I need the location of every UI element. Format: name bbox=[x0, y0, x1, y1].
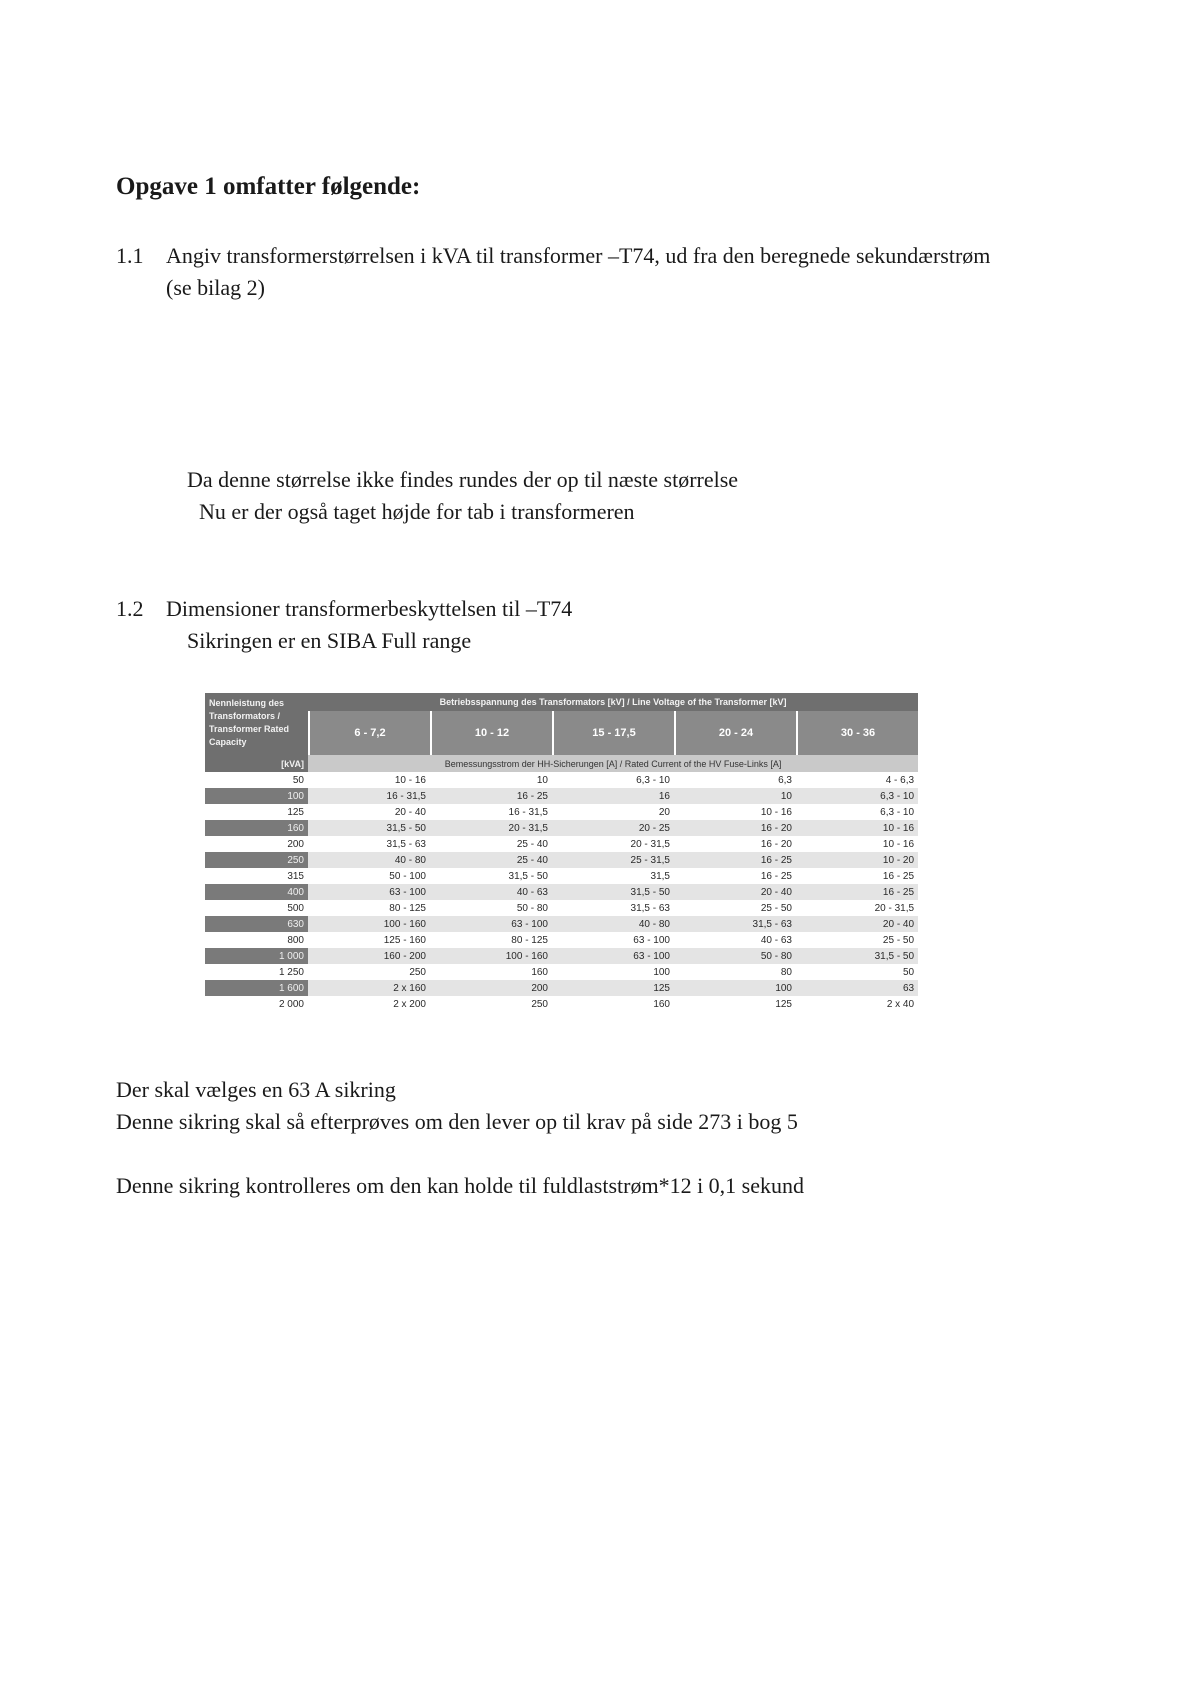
kva-cell: 400 bbox=[205, 884, 308, 900]
fuse-current-cell: 20 - 40 bbox=[308, 804, 430, 820]
fuse-current-cell: 16 - 31,5 bbox=[308, 788, 430, 804]
fuse-current-cell: 20 - 40 bbox=[674, 884, 796, 900]
kva-cell: 100 bbox=[205, 788, 308, 804]
fuse-current-cell: 16 - 25 bbox=[674, 868, 796, 884]
fuse-current-cell: 6,3 - 10 bbox=[552, 772, 674, 788]
fuse-current-cell: 16 - 25 bbox=[796, 868, 918, 884]
fuse-current-cell: 25 - 40 bbox=[430, 836, 552, 852]
fuse-current-cell: 10 - 16 bbox=[796, 836, 918, 852]
fuse-current-cell: 80 - 125 bbox=[308, 900, 430, 916]
fuse-current-cell: 31,5 bbox=[552, 868, 674, 884]
question-number: 1.2 bbox=[116, 596, 144, 621]
fuse-current-cell: 50 - 80 bbox=[430, 900, 552, 916]
fuse-current-cell: 2 x 40 bbox=[796, 996, 918, 1012]
fuse-current-cell: 40 - 80 bbox=[308, 852, 430, 868]
table-row bbox=[205, 996, 918, 1012]
table-row bbox=[205, 900, 918, 916]
fuse-current-cell: 160 bbox=[552, 996, 674, 1012]
kva-cell: 1 000 bbox=[205, 948, 308, 964]
fuse-current-cell: 100 - 160 bbox=[430, 948, 552, 964]
fuse-current-cell: 80 bbox=[674, 964, 796, 980]
fuse-current-cell: 10 - 16 bbox=[674, 804, 796, 820]
voltage-header: Betriebsspannung des Transformators [kV] / Line Voltage of the Transformer [kV] bbox=[308, 693, 918, 711]
fuse-current-cell: 200 bbox=[430, 980, 552, 996]
answer-fuse-choice: Der skal vælges en 63 A sikring bbox=[116, 1077, 396, 1102]
fuse-current-cell: 20 - 25 bbox=[552, 820, 674, 836]
fuse-selection-table bbox=[205, 693, 918, 1012]
voltage-range-header: 10 - 12 bbox=[430, 711, 552, 755]
fuse-current-cell: 80 - 125 bbox=[430, 932, 552, 948]
fuse-current-cell: 16 - 25 bbox=[796, 884, 918, 900]
fuse-current-cell: 25 - 50 bbox=[674, 900, 796, 916]
fuse-current-cell: 16 - 20 bbox=[674, 820, 796, 836]
fuse-current-cell: 50 - 100 bbox=[308, 868, 430, 884]
kva-cell: 1 600 bbox=[205, 980, 308, 996]
fuse-current-cell: 20 - 31,5 bbox=[430, 820, 552, 836]
table-row bbox=[205, 980, 918, 996]
kva-cell: 500 bbox=[205, 900, 308, 916]
kva-cell: 125 bbox=[205, 804, 308, 820]
question-1-2 bbox=[116, 593, 572, 625]
fuse-current-cell: 20 - 40 bbox=[796, 916, 918, 932]
fuse-current-cell: 125 - 160 bbox=[308, 932, 430, 948]
voltage-range-header: 6 - 7,2 bbox=[308, 711, 430, 755]
fuse-current-cell: 16 - 25 bbox=[674, 852, 796, 868]
fuse-current-cell: 10 - 16 bbox=[796, 820, 918, 836]
fuse-current-cell: 25 - 40 bbox=[430, 852, 552, 868]
fuse-current-cell: 63 - 100 bbox=[308, 884, 430, 900]
question-number: 1.1 bbox=[116, 243, 144, 268]
fuse-current-cell: 100 - 160 bbox=[308, 916, 430, 932]
fuse-current-cell: 6,3 bbox=[674, 772, 796, 788]
fuse-current-cell: 25 - 50 bbox=[796, 932, 918, 948]
voltage-range-header: 20 - 24 bbox=[674, 711, 796, 755]
kva-cell: 1 250 bbox=[205, 964, 308, 980]
table-row bbox=[205, 964, 918, 980]
fuse-current-cell: 4 - 6,3 bbox=[796, 772, 918, 788]
fuse-current-cell: 160 bbox=[430, 964, 552, 980]
table-row bbox=[205, 884, 918, 900]
rated-current-header: Bemessungsstrom der HH-Sicherungen [A] / Rated Current of the HV Fuse-Links [A] bbox=[308, 755, 918, 772]
fuse-current-cell: 125 bbox=[674, 996, 796, 1012]
fuse-current-cell: 31,5 - 50 bbox=[552, 884, 674, 900]
question-1-1-reference: (se bilag 2) bbox=[166, 275, 265, 300]
kva-cell: 50 bbox=[205, 772, 308, 788]
fuse-current-cell: 31,5 - 50 bbox=[430, 868, 552, 884]
page-heading: Opgave 1 omfatter følgende: bbox=[116, 173, 421, 200]
table-row bbox=[205, 788, 918, 804]
table-row bbox=[205, 948, 918, 964]
kva-cell: 250 bbox=[205, 852, 308, 868]
fuse-current-cell: 10 - 20 bbox=[796, 852, 918, 868]
fuse-current-cell: 100 bbox=[674, 980, 796, 996]
kva-cell: 2 000 bbox=[205, 996, 308, 1012]
fuse-current-cell: 10 bbox=[430, 772, 552, 788]
table-row bbox=[205, 868, 918, 884]
table-row bbox=[205, 804, 918, 820]
kva-cell: 630 bbox=[205, 916, 308, 932]
table-body bbox=[205, 772, 918, 1012]
fuse-current-cell: 50 bbox=[796, 964, 918, 980]
note-round-up: Da denne størrelse ikke findes rundes der op til næste størrelse bbox=[187, 467, 739, 492]
fuse-current-cell: 20 - 31,5 bbox=[552, 836, 674, 852]
fuse-current-cell: 100 bbox=[552, 964, 674, 980]
question-text: Angiv transformerstørrelsen i kVA til transformer –T74, ud fra den beregnede sekundærstrøm bbox=[166, 243, 991, 268]
fuse-current-cell: 20 bbox=[552, 804, 674, 820]
fuse-current-cell: 16 - 31,5 bbox=[430, 804, 552, 820]
fuse-current-cell: 63 bbox=[796, 980, 918, 996]
answer-check: Denne sikring kontrolleres om den kan holde til fuldlaststrøm*12 i 0,1 sekund bbox=[116, 1173, 805, 1198]
question-text: Dimensioner transformerbeskyttelsen til –T74 bbox=[166, 596, 573, 621]
table-row bbox=[205, 836, 918, 852]
fuse-current-cell: 125 bbox=[552, 980, 674, 996]
note-losses: Nu er der også taget højde for tab i transformeren bbox=[199, 499, 635, 524]
fuse-current-cell: 63 - 100 bbox=[552, 948, 674, 964]
fuse-current-cell: 160 - 200 bbox=[308, 948, 430, 964]
table-row bbox=[205, 852, 918, 868]
fuse-current-cell: 31,5 - 63 bbox=[674, 916, 796, 932]
fuse-current-cell: 40 - 80 bbox=[552, 916, 674, 932]
answer-verification: Denne sikring skal så efterprøves om den lever op til krav på side 273 i bog 5 bbox=[116, 1109, 798, 1134]
fuse-current-cell: 250 bbox=[430, 996, 552, 1012]
fuse-current-cell: 10 - 16 bbox=[308, 772, 430, 788]
fuse-current-cell: 31,5 - 63 bbox=[552, 900, 674, 916]
fuse-current-cell: 20 - 31,5 bbox=[796, 900, 918, 916]
fuse-current-cell: 250 bbox=[308, 964, 430, 980]
kva-cell: 160 bbox=[205, 820, 308, 836]
fuse-current-cell: 50 - 80 bbox=[674, 948, 796, 964]
table-row bbox=[205, 772, 918, 788]
table-row bbox=[205, 820, 918, 836]
table-row bbox=[205, 916, 918, 932]
fuse-current-cell: 6,3 - 10 bbox=[796, 804, 918, 820]
fuse-current-cell: 31,5 - 50 bbox=[796, 948, 918, 964]
table-row bbox=[205, 932, 918, 948]
voltage-range-header: 15 - 17,5 bbox=[552, 711, 674, 755]
question-1-1 bbox=[116, 240, 990, 272]
fuse-current-cell: 2 x 200 bbox=[308, 996, 430, 1012]
fuse-current-cell: 16 bbox=[552, 788, 674, 804]
fuse-current-cell: 31,5 - 50 bbox=[308, 820, 430, 836]
fuse-current-cell: 40 - 63 bbox=[430, 884, 552, 900]
fuse-current-cell: 40 - 63 bbox=[674, 932, 796, 948]
fuse-current-cell: 25 - 31,5 bbox=[552, 852, 674, 868]
fuse-current-cell: 2 x 160 bbox=[308, 980, 430, 996]
fuse-current-cell: 6,3 - 10 bbox=[796, 788, 918, 804]
unit-label: [kVA] bbox=[205, 755, 308, 772]
kva-cell: 200 bbox=[205, 836, 308, 852]
kva-cell: 800 bbox=[205, 932, 308, 948]
fuse-current-cell: 16 - 25 bbox=[430, 788, 552, 804]
voltage-range-header: 30 - 36 bbox=[796, 711, 918, 755]
fuse-current-cell: 63 - 100 bbox=[552, 932, 674, 948]
fuse-current-cell: 10 bbox=[674, 788, 796, 804]
fuse-current-cell: 16 - 20 bbox=[674, 836, 796, 852]
fuse-current-cell: 63 - 100 bbox=[430, 916, 552, 932]
fuse-type-note: Sikringen er en SIBA Full range bbox=[187, 628, 472, 653]
kva-cell: 315 bbox=[205, 868, 308, 884]
fuse-current-cell: 31,5 - 63 bbox=[308, 836, 430, 852]
capacity-header: Nennleistung des Transformators / Transformer Rated Capacity bbox=[205, 693, 308, 755]
